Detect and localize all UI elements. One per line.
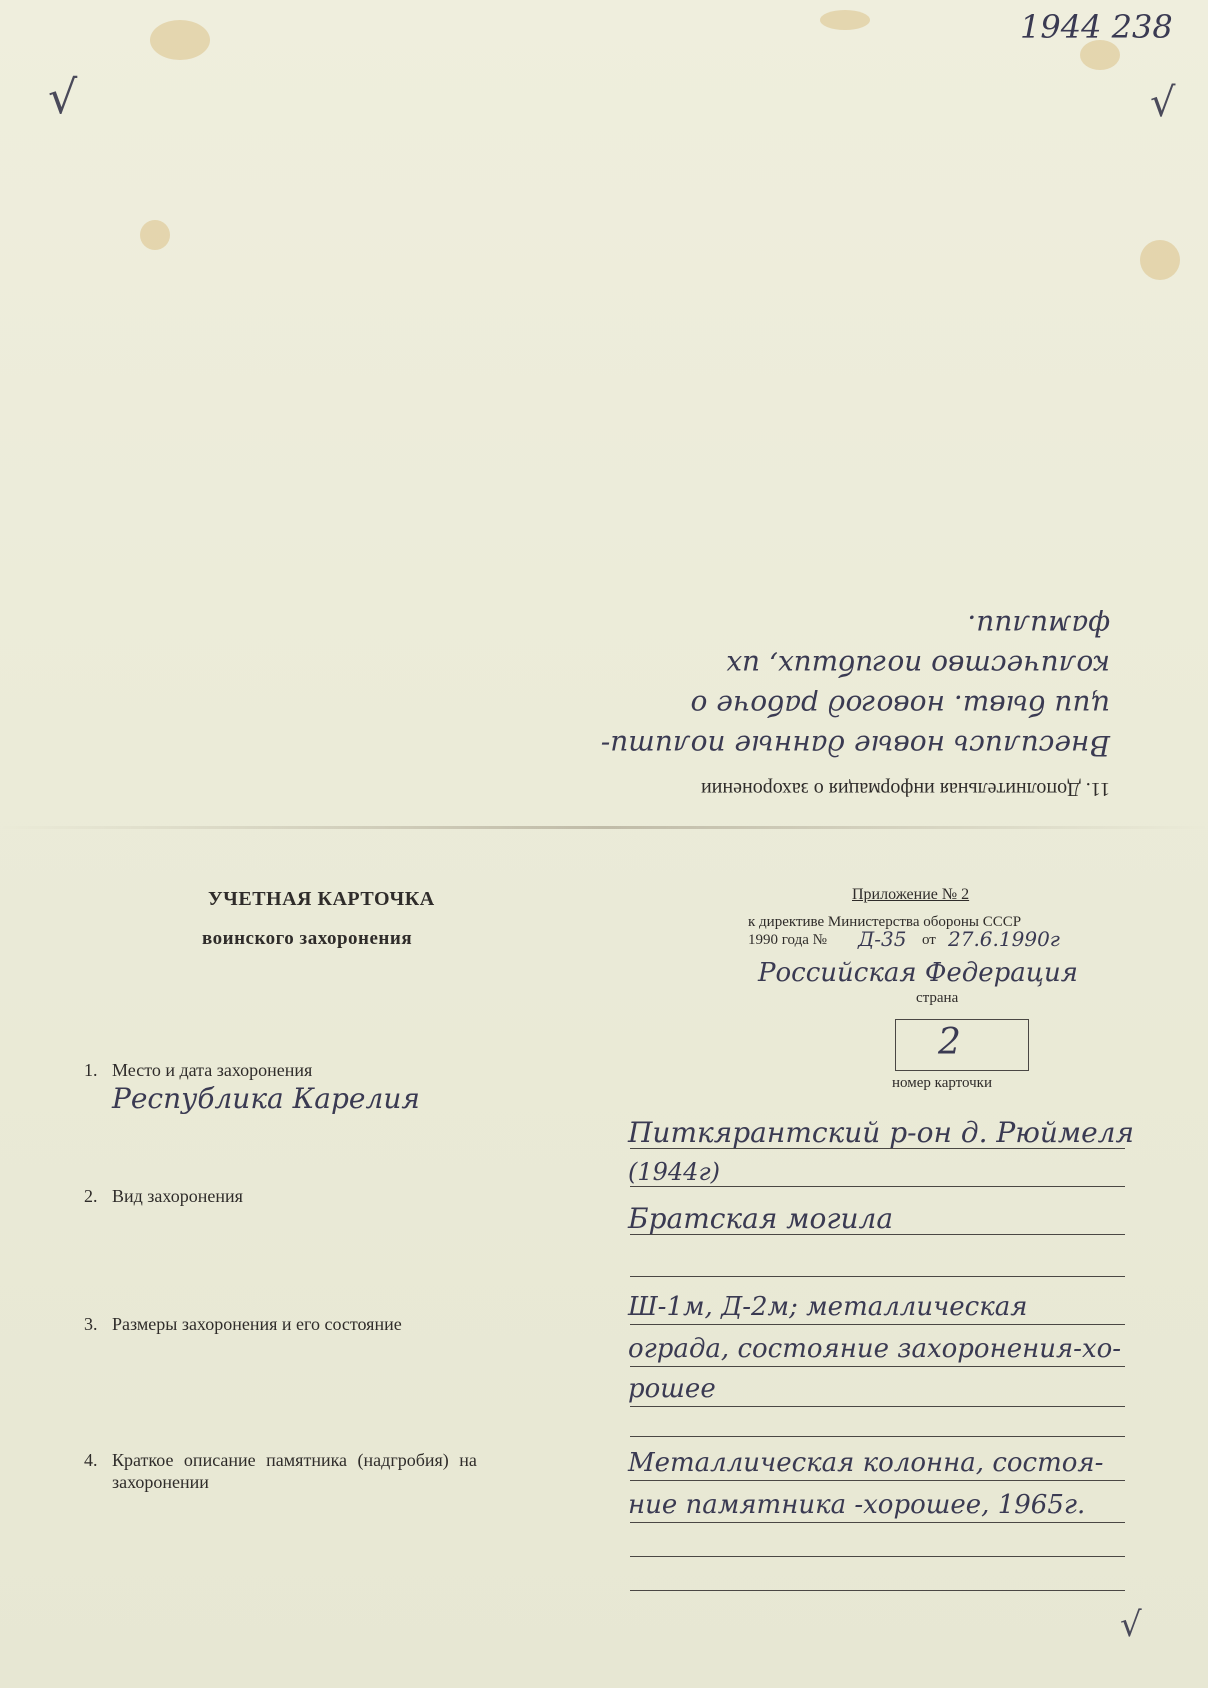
directive-date-prefix: от bbox=[922, 932, 936, 948]
field-3-value-line: ограда, состояние захоронения-хо- bbox=[628, 1334, 1122, 1364]
section-11-title: 11. Дополнительная информация о захоронении bbox=[701, 778, 1110, 800]
field-2-label: Вид захоронения bbox=[112, 1186, 243, 1206]
directive-date: 27.6.1990г bbox=[948, 927, 1060, 951]
stain bbox=[1140, 240, 1180, 280]
card-number-caption: номер карточки bbox=[892, 1075, 992, 1091]
country-value: Российская Федерация bbox=[758, 958, 1078, 988]
field-3-label: Размеры захоронения и его состояние bbox=[112, 1314, 402, 1334]
directive-number: Д-35 bbox=[858, 927, 907, 951]
field-4-underline bbox=[630, 1556, 1125, 1557]
field-2-underline bbox=[630, 1276, 1125, 1277]
field-3-underline bbox=[630, 1324, 1125, 1325]
field-3-underline bbox=[630, 1436, 1125, 1437]
field-1-label: Место и дата захоронения bbox=[112, 1060, 313, 1080]
field-3-underline bbox=[630, 1366, 1125, 1367]
field-1-number: 1. bbox=[84, 1060, 98, 1080]
field-4-label-line2: захоронении bbox=[112, 1472, 209, 1492]
field-1-value-line: (1944г) bbox=[628, 1158, 720, 1186]
handwritten-line: Внесились новые данные полити- bbox=[600, 729, 1110, 762]
field-2-number: 2. bbox=[84, 1186, 98, 1206]
field-4-underline bbox=[630, 1590, 1125, 1591]
additional-info-section bbox=[600, 600, 1130, 800]
field-4-value-line: ние памятника -хорошее, 1965г. bbox=[628, 1490, 1086, 1520]
check-mark-icon: √ bbox=[1120, 1605, 1142, 1645]
field-4-number: 4. bbox=[84, 1450, 98, 1470]
field-4-value-line: Металлическая колонна, состоя- bbox=[628, 1448, 1104, 1478]
check-mark-icon: √ bbox=[48, 70, 78, 124]
appendix-label: Приложение № 2 bbox=[852, 886, 970, 903]
field-3-number: 3. bbox=[84, 1314, 98, 1334]
field-1-inline-value: Республика Карелия bbox=[112, 1082, 420, 1115]
card-subtitle: воинского захоронения bbox=[202, 928, 413, 949]
country-caption: страна bbox=[916, 990, 959, 1006]
field-1-underline bbox=[630, 1148, 1125, 1149]
stain bbox=[150, 20, 210, 60]
card-number-value: 2 bbox=[938, 1022, 961, 1063]
card-number-box bbox=[895, 1019, 1029, 1071]
card-title: УЧЕТНАЯ КАРТОЧКА bbox=[208, 888, 435, 910]
handwritten-line: количество погибших, их bbox=[726, 649, 1110, 682]
directive-line1: к директиве Министерства обороны СССР bbox=[748, 914, 1022, 930]
stain bbox=[140, 220, 170, 250]
field-1-value-line: Питкярантский р-он д. Рюймеля bbox=[628, 1116, 1135, 1149]
handwritten-line: фамилии. bbox=[967, 609, 1110, 642]
fold-line bbox=[0, 826, 1208, 829]
field-4-label-line1: Краткое описание памятника (надгробия) на bbox=[112, 1450, 477, 1470]
handwritten-line: ции бывш. новогод рабоче о bbox=[690, 689, 1110, 722]
directive-line2-prefix: 1990 года № bbox=[748, 932, 827, 948]
field-4-underline bbox=[630, 1522, 1125, 1523]
check-mark-icon: √ bbox=[1150, 80, 1176, 126]
field-3-value-line: Ш-1м, Д-2м; металлическая bbox=[628, 1292, 1028, 1322]
field-3-underline bbox=[630, 1406, 1125, 1407]
field-1-underline bbox=[630, 1186, 1125, 1187]
field-3-value-line: рошее bbox=[628, 1374, 716, 1404]
field-2-value-line: Братская могила bbox=[628, 1202, 894, 1235]
stain bbox=[820, 10, 870, 30]
field-2-underline bbox=[630, 1234, 1125, 1235]
field-4-underline bbox=[630, 1480, 1125, 1481]
archive-number: 1944 238 bbox=[1020, 8, 1173, 46]
